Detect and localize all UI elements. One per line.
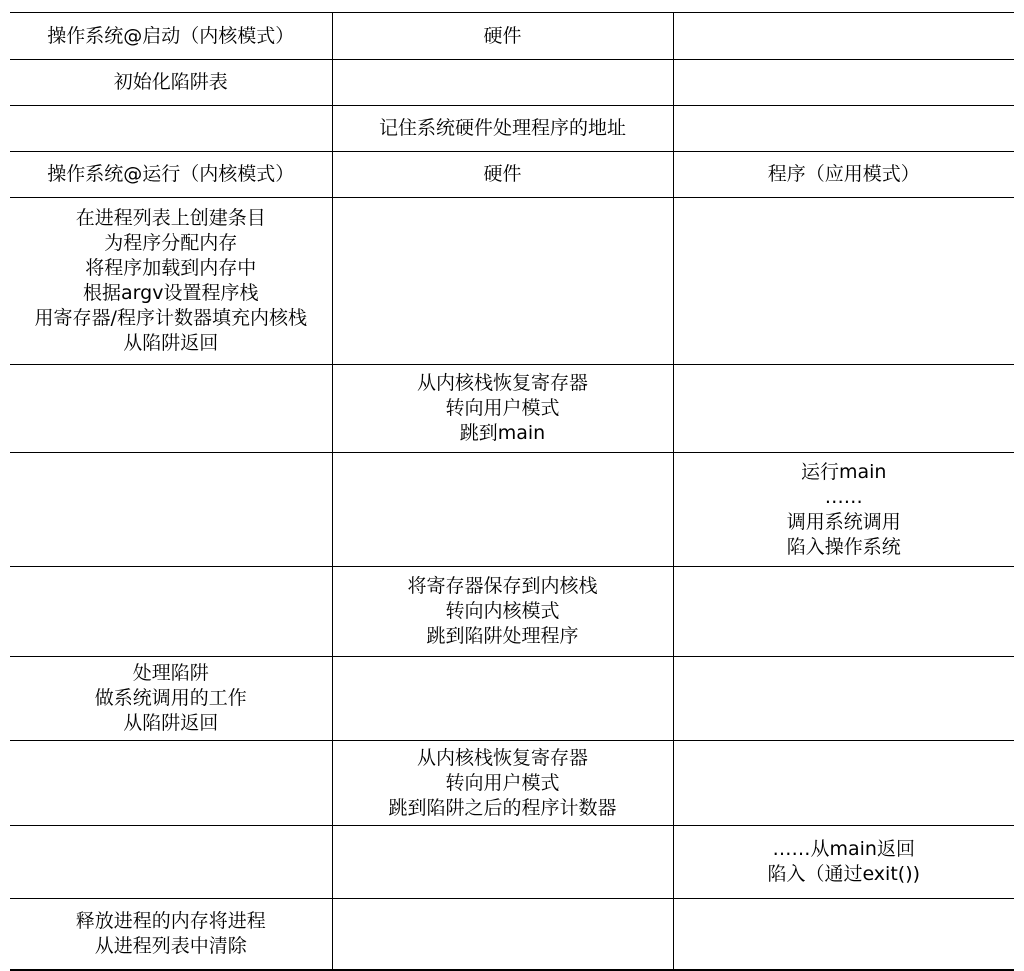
os-column-cell	[10, 741, 332, 826]
limited-direct-execution-table	[10, 12, 1014, 971]
cell-text-line: 从进程列表中清除	[94, 935, 247, 957]
program-column-cell	[673, 198, 1014, 365]
program-column-cell	[673, 60, 1014, 106]
table-row	[10, 453, 1014, 567]
cell-text-line: 转向用户模式	[445, 397, 560, 419]
hardware-column-cell	[332, 567, 673, 657]
cell-text-line: 从内核栈恢复寄存器	[416, 746, 588, 769]
table-row	[10, 60, 1014, 106]
cell-text-line: 做系统调用的工作	[94, 687, 247, 709]
cell-text-line: 从陷阱返回	[123, 712, 219, 734]
cell-text-line: 用寄存器/程序计数器填充内核栈	[34, 307, 307, 329]
cell-text-line: 操作系统@启动（内核模式）	[47, 24, 295, 47]
table-row	[10, 198, 1014, 365]
cell-text-line: 初始化陷阱表	[113, 71, 228, 93]
program-column-cell	[673, 567, 1014, 657]
cell-text-line: 处理陷阱	[132, 662, 209, 684]
cell-text-line: 在进程列表上创建条目	[75, 207, 266, 229]
cell-text-line: 将寄存器保存到内核栈	[407, 575, 598, 597]
hardware-column-cell	[332, 365, 673, 453]
hardware-column-cell	[332, 60, 673, 106]
program-column-cell	[673, 106, 1014, 152]
cell-text-line: 跳到main	[459, 422, 546, 444]
cell-text-line: 从内核栈恢复寄存器	[416, 372, 588, 394]
cell-text-line: 陷入操作系统	[786, 535, 901, 558]
cell-text-line: 硬件	[483, 163, 522, 185]
table-row	[10, 899, 1014, 971]
program-column-cell	[673, 453, 1014, 567]
hardware-column-cell	[332, 152, 673, 198]
hardware-column-cell	[332, 453, 673, 567]
cell-text-line: 调用系统调用	[786, 510, 901, 533]
hardware-column-cell	[332, 13, 673, 60]
os-column-cell	[10, 106, 332, 152]
hardware-column-cell	[332, 106, 673, 152]
os-column-cell	[10, 657, 332, 741]
table-row	[10, 106, 1014, 152]
cell-text-line: 跳到陷阱处理程序	[426, 625, 579, 647]
program-column-cell	[673, 826, 1014, 899]
cell-text-line: 运行main	[801, 460, 887, 483]
cell-text-line: 陷入（通过exit())	[767, 863, 921, 885]
program-column-cell	[673, 899, 1014, 971]
cell-text-line: 从陷阱返回	[123, 332, 219, 354]
cell-text-line: 程序（应用模式）	[767, 163, 920, 185]
hardware-column-cell	[332, 198, 673, 365]
table-row	[10, 741, 1014, 826]
table-row	[10, 152, 1014, 198]
program-column-cell	[673, 13, 1014, 60]
table-row	[10, 826, 1014, 899]
cell-text-line: 跳到陷阱之后的程序计数器	[388, 796, 617, 819]
cell-text-line: 记住系统硬件处理程序的地址	[378, 117, 626, 139]
cell-text-line: 释放进程的内存将进程	[75, 910, 266, 932]
os-column-cell	[10, 152, 332, 198]
hardware-column-cell	[332, 826, 673, 899]
os-column-cell	[10, 453, 332, 567]
program-column-cell	[673, 152, 1014, 198]
table-row	[10, 657, 1014, 741]
table-row	[10, 365, 1014, 453]
program-column-cell	[673, 741, 1014, 826]
hardware-column-cell	[332, 657, 673, 741]
os-column-cell	[10, 567, 332, 657]
cell-text-line: ……	[824, 485, 863, 508]
cell-text-line: 转向用户模式	[445, 771, 560, 794]
os-column-cell	[10, 826, 332, 899]
table-row	[10, 567, 1014, 657]
cell-text-line: 操作系统@运行（内核模式）	[47, 163, 295, 185]
cell-text-line: ……从main返回	[772, 838, 915, 860]
table-body	[10, 13, 1014, 971]
hardware-column-cell	[332, 899, 673, 971]
cell-text-line: 将程序加载到内存中	[85, 257, 257, 279]
table-row	[10, 13, 1014, 60]
os-column-cell	[10, 365, 332, 453]
program-column-cell	[673, 657, 1014, 741]
cell-text-line: 为程序分配内存	[104, 232, 238, 254]
os-column-cell	[10, 899, 332, 971]
program-column-cell	[673, 365, 1014, 453]
cell-text-line: 根据argv设置程序栈	[83, 282, 259, 304]
hardware-column-cell	[332, 741, 673, 826]
os-column-cell	[10, 60, 332, 106]
cell-text-line: 硬件	[483, 24, 522, 47]
os-column-cell	[10, 198, 332, 365]
os-column-cell	[10, 13, 332, 60]
cell-text-line: 转向内核模式	[445, 600, 560, 622]
